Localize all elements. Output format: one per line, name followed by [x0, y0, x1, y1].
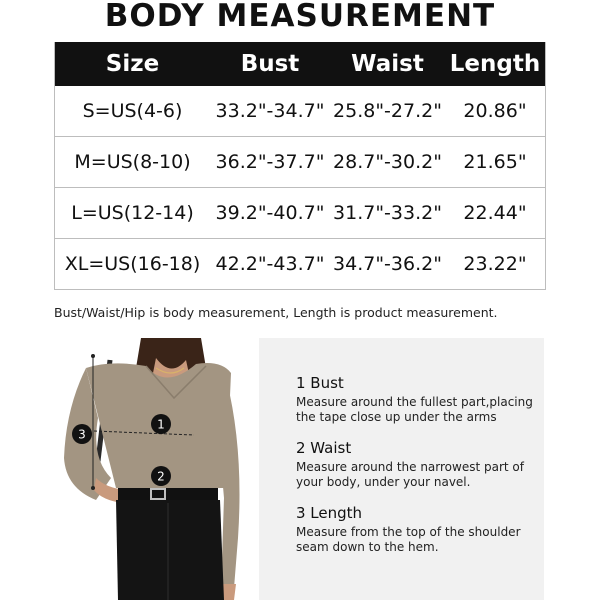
cell-size: L=US(12-14) [71, 202, 194, 224]
waist-text-line: Measure around the narrowest part of [296, 460, 524, 474]
bust-heading: 1 Bust [296, 374, 344, 392]
header-waist: Waist [351, 51, 424, 77]
cell-waist: 28.7"-30.2" [333, 151, 442, 173]
marker-2-label: 2 [157, 469, 165, 484]
measure-instructions-panel [259, 338, 544, 600]
cell-bust: 42.2"-43.7" [215, 253, 325, 275]
length-text [296, 525, 546, 555]
header-bust: Bust [240, 51, 300, 77]
table-row [55, 137, 545, 188]
cell-size: S=US(4-6) [82, 100, 183, 122]
length-heading: 3 Length [296, 504, 363, 522]
table-row [55, 188, 545, 239]
model-photo [56, 338, 256, 600]
cell-waist: 34.7"-36.2" [333, 253, 442, 275]
marker-3-label: 3 [78, 427, 86, 442]
length-guide-end-bottom [91, 486, 95, 490]
model-illustration [56, 338, 256, 600]
page-title: BODY MEASUREMENT [104, 0, 496, 34]
length-text-line: Measure from the top of the shoulder [296, 525, 521, 539]
marker-1-label: 1 [157, 417, 165, 432]
waist-text [296, 460, 546, 490]
length-text-line: seam down to the hem. [296, 540, 439, 554]
bust-text-line: Measure around the fullest part,placing [296, 395, 533, 409]
waist-heading: 2 Waist [296, 439, 352, 457]
cell-length: 21.65" [463, 151, 527, 173]
size-chart-table [54, 42, 546, 290]
measurement-note: Bust/Waist/Hip is body measurement, Length is product measurement. [54, 305, 498, 320]
cell-bust: 33.2"-34.7" [215, 100, 325, 122]
cell-size: XL=US(16-18) [64, 253, 201, 275]
waist-instruction [296, 439, 546, 490]
waist-text-line: your body, under your navel. [296, 475, 471, 489]
cell-waist: 25.8"-27.2" [333, 100, 442, 122]
table-header-row [55, 42, 545, 86]
bust-text [296, 395, 546, 425]
cell-length: 23.22" [463, 253, 527, 275]
marker-3-icon [72, 424, 92, 444]
cell-bust: 39.2"-40.7" [215, 202, 325, 224]
marker-2-icon [151, 466, 171, 486]
bust-instruction [296, 374, 546, 425]
cell-length: 22.44" [463, 202, 527, 224]
cell-size: M=US(8-10) [74, 151, 191, 173]
belt-shape [118, 488, 218, 500]
table-row [55, 239, 545, 290]
pants-shape [116, 500, 224, 600]
header-size: Size [105, 51, 160, 77]
header-length: Length [449, 51, 541, 77]
cell-length: 20.86" [463, 100, 527, 122]
length-instruction [296, 504, 546, 555]
cell-bust: 36.2"-37.7" [215, 151, 325, 173]
marker-1-icon [151, 414, 171, 434]
bust-text-line: the tape close up under the arms [296, 410, 497, 424]
table-row [55, 86, 545, 137]
cell-waist: 31.7"-33.2" [333, 202, 442, 224]
length-guide-end-top [91, 354, 95, 358]
